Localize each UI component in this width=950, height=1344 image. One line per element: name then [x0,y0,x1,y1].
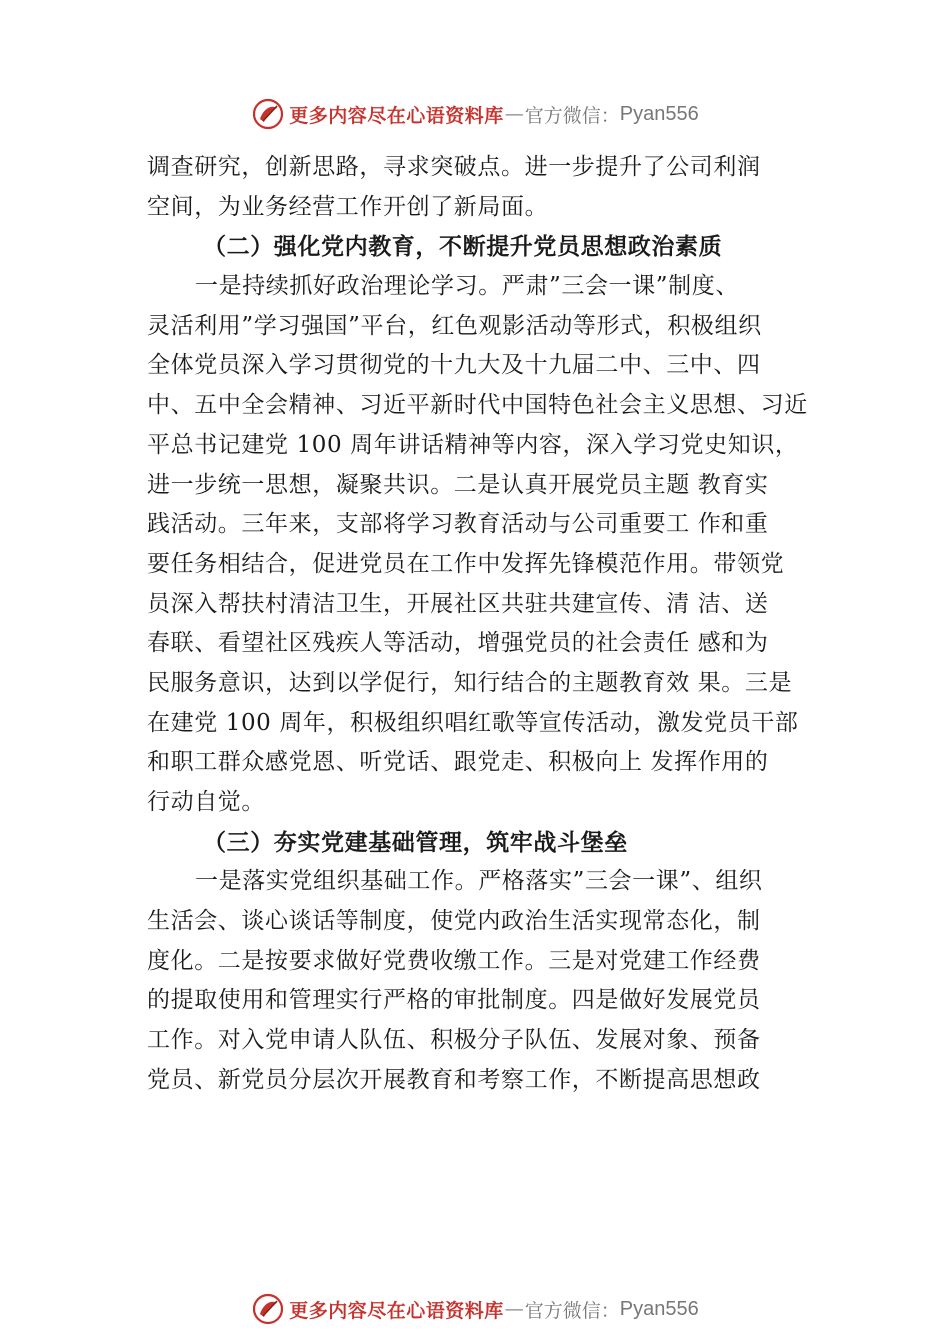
watermark-wechat-label: 官方微信： [524,1299,620,1322]
paragraph-line: 空间，为业务经营工作开创了新局面。 [147,193,549,220]
paragraph-line: 灵活利用”学习强国”平台，红色观影活动等形式，积极组织 [147,312,762,339]
paragraph-line: 工作。对入党申请人队伍、积极分子队伍、发展对象、预备 [147,1027,761,1054]
paragraph-line: 进一步统一思想，凝聚共识。二是认真开展党员主题 教育实 [147,471,769,498]
footer-watermark [0,1289,950,1329]
paragraph-line: 要任务相结合，促进党员在工作中发挥先锋模范作用。带领党 [147,550,785,577]
paragraph-line: 调查研究，创新思路，寻求突破点。进一步提升了公司利润 [147,154,761,180]
section-heading: （二）强化党内教育，不断提升党员思想政治素质 [203,233,723,261]
watermark-logo-icon [251,97,285,131]
paragraph-line: 平总书记建党 100 周年讲话精神等内容，深入学习党史知识， [147,431,799,458]
paragraph-line: 行动自觉。 [147,789,265,815]
watermark-wechat-id: Pyan556 [619,1297,699,1320]
paragraph-line: 民服务意识，达到以学促行，知行结合的主题教育效 果。三是 [147,669,793,696]
paragraph-line: 在建党 100 周年，积极组织唱红歌等宣传活动，激发党员干部 [147,709,799,736]
paragraph-line: 员深入帮扶村清洁卫生，开展社区共驻共建宣传、清 洁、送 [147,590,769,617]
document-body [147,148,837,1101]
paragraph-line: 一是持续抓好政治理论学习。严肃”三会一课”制度、 [195,273,739,300]
paragraph-line: 生活会、谈心谈话等制度，使党内政治生活实现常态化，制 [147,908,761,935]
watermark-logo-icon [251,1292,285,1326]
watermark-brand-text: 更多内容尽在心语资料库 [289,1299,504,1322]
paragraph-line: 春联、看望社区残疾人等活动，增强党员的社会责任 感和为 [147,630,769,657]
watermark-wechat-id: Pyan556 [619,102,699,125]
paragraph-line: 的提取使用和管理实行严格的审批制度。四是做好发展党员 [147,987,761,1014]
section-heading: （三）夯实党建基础管理，筑牢战斗堡垒 [203,828,628,856]
paragraph-line: 度化。二是按要求做好党费收缴工作。三是对党建工作经费 [147,947,761,974]
watermark-brand-text: 更多内容尽在心语资料库 [289,104,504,127]
watermark-dash: — [504,1298,524,1320]
paragraph-line: 全体党员深入学习贯彻党的十九大及十九届二中、三中、四 [147,352,761,379]
watermark-wechat-label: 官方微信： [524,104,620,127]
paragraph-line: 和职工群众感党恩、听党话、跟党走、积极向上 发挥作用的 [147,749,769,776]
paragraph-line: 党员、新党员分层次开展教育和考察工作，不断提高思想政 [147,1066,761,1093]
paragraph-line: 中、五中全会精神、习近平新时代中国特色社会主义思想、习近 [147,392,808,419]
paragraph-line: 践活动。三年来，支部将学习教育活动与公司重要工 作和重 [147,511,769,538]
paragraph-line: 一是落实党组织基础工作。严格落实”三会一课”、组织 [195,868,763,895]
header-watermark [0,94,950,134]
watermark-dash: — [504,103,524,125]
